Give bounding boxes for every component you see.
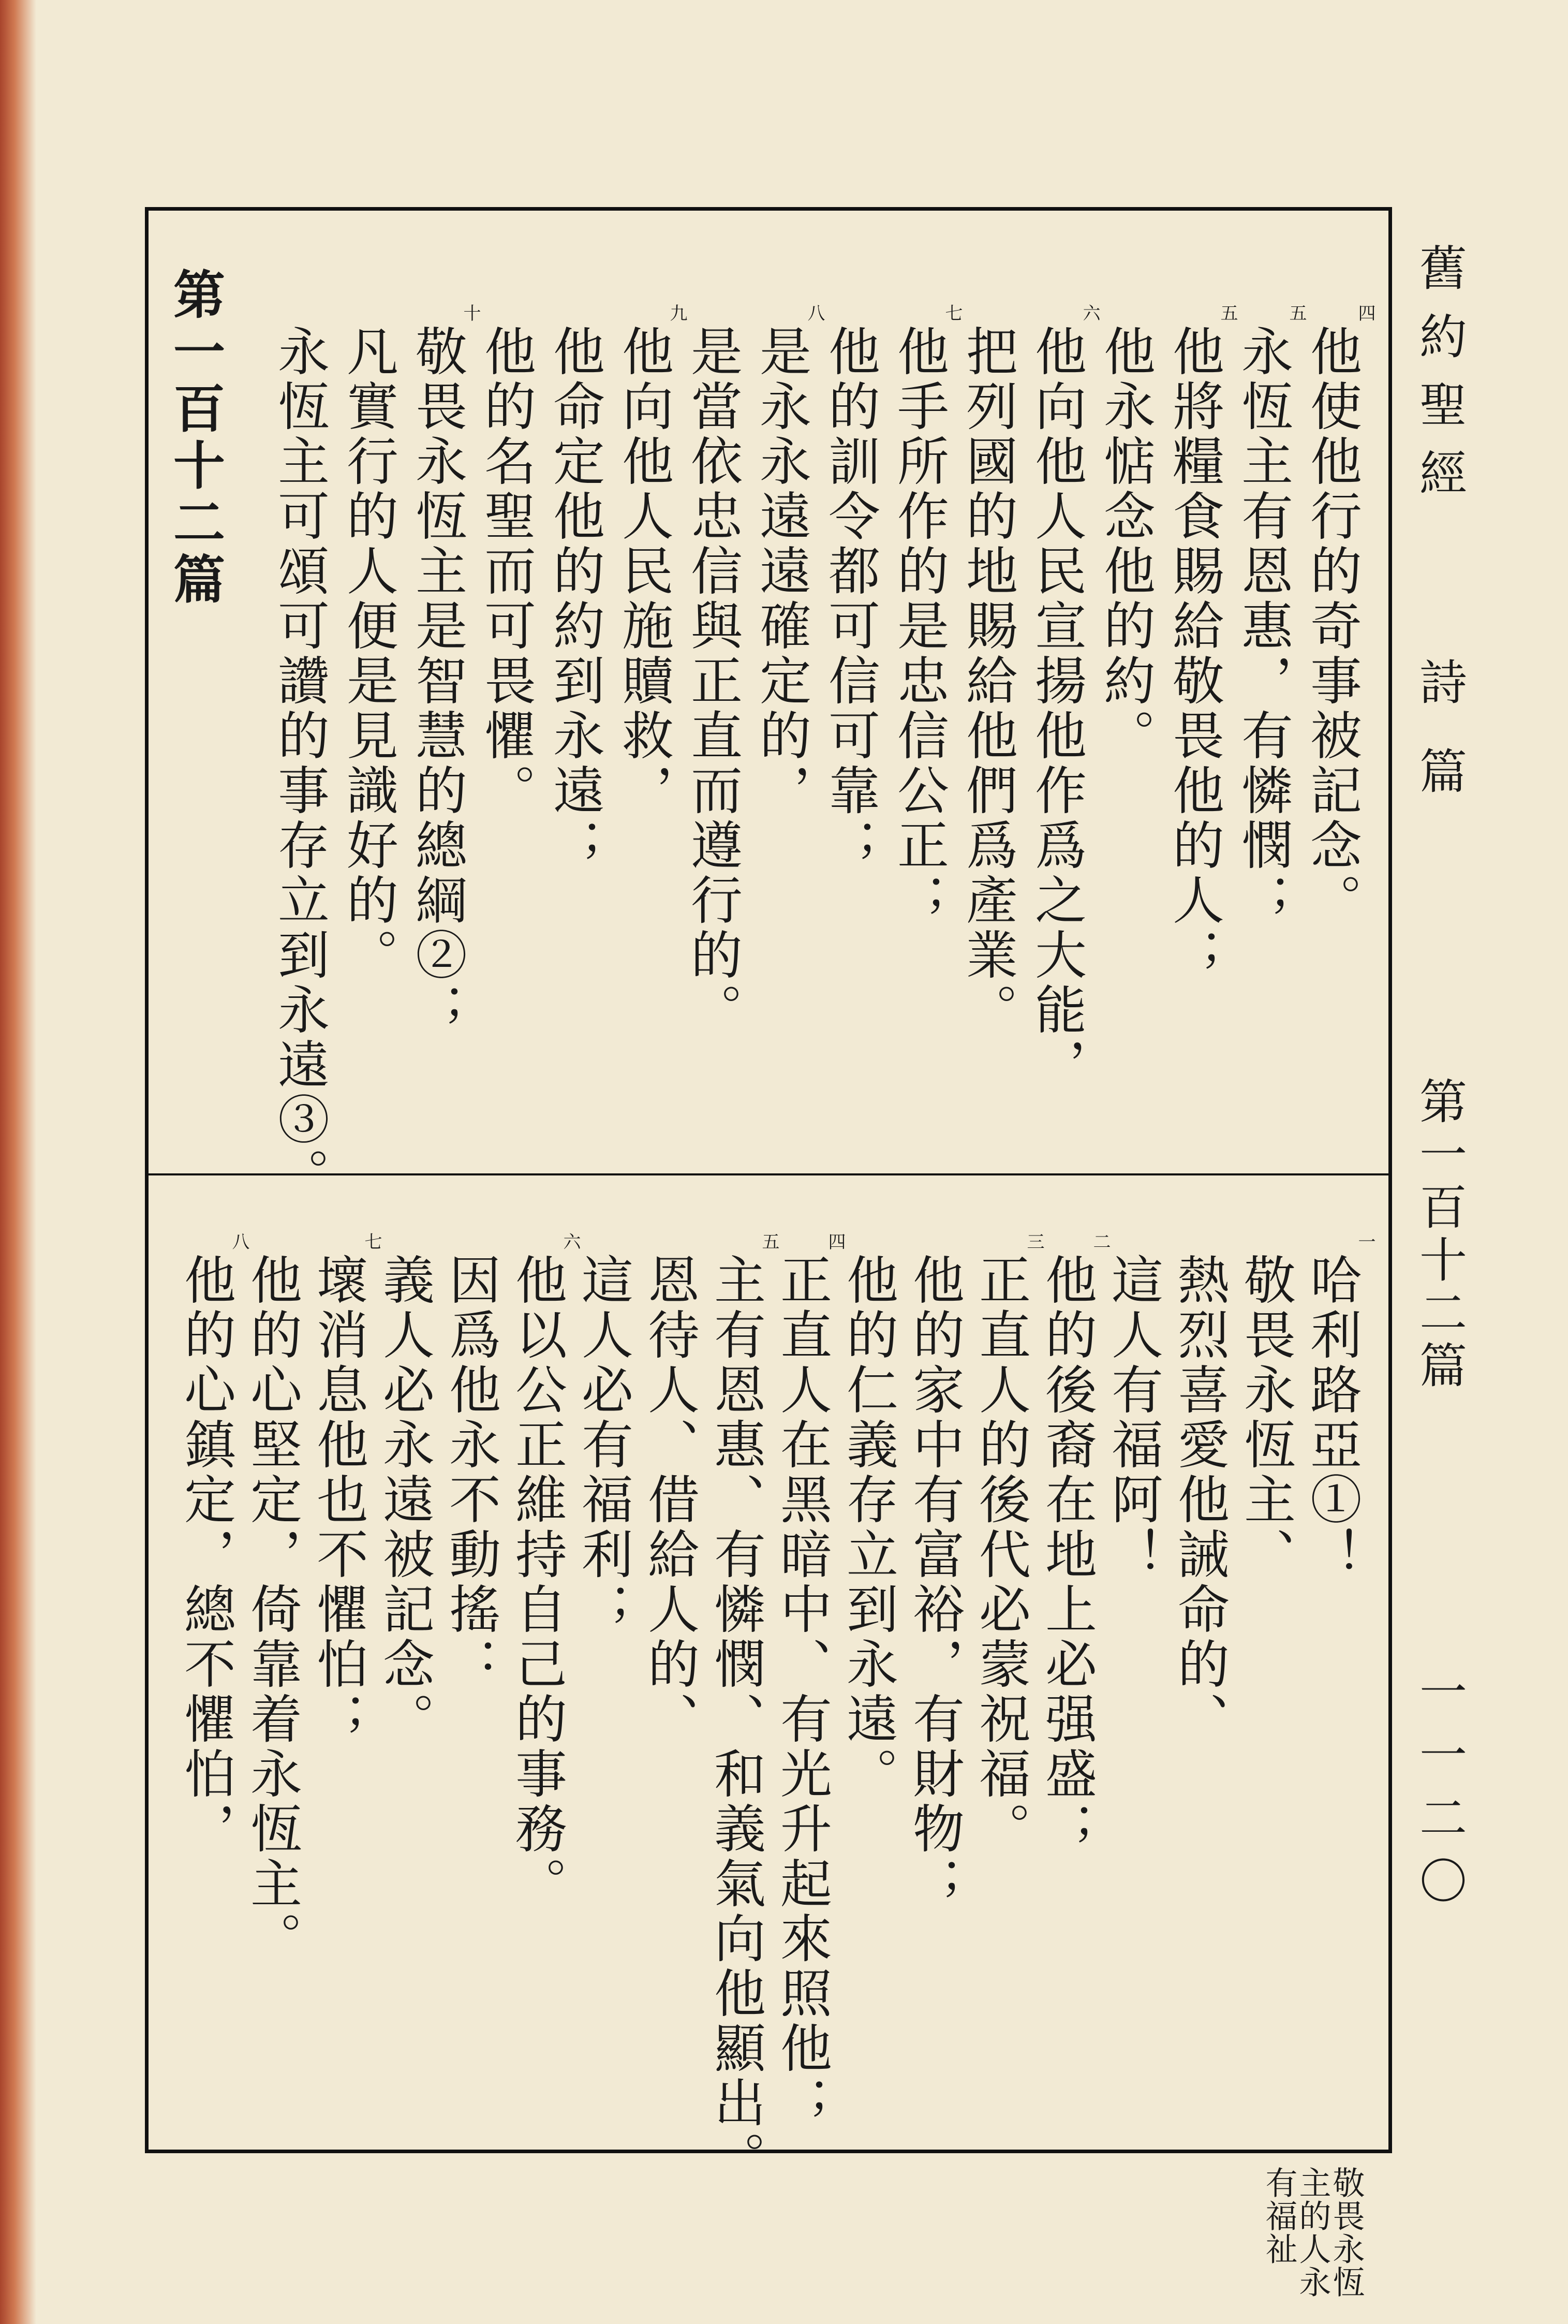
book-title: 舊約聖經	[1412, 243, 1467, 517]
verse-line: 這人必有福利；	[573, 1253, 633, 1637]
verse-line: 壞消息他也不懼怕；	[308, 1253, 368, 1747]
verse-line: 他使他行的奇事被記念。	[1301, 325, 1362, 928]
margin-note-col3: 有福祉	[1260, 2166, 1298, 2266]
verse-line: 他命定他的約到永遠；	[544, 325, 605, 873]
verse-line: 義人必永遠被記念。	[374, 1253, 435, 1747]
verse-line: 他向他人民宣揚他作爲之大能，	[1026, 325, 1087, 1093]
verse-number: 七	[361, 1232, 382, 1250]
verse-line: 敬畏永恆主是智慧的總綱②；	[407, 325, 467, 1038]
verse-line: 他將糧食賜給敬畏他的人；	[1164, 325, 1224, 983]
verse-line: 他的後裔在地上必强盛；	[1037, 1253, 1097, 1857]
verse-number: 八	[229, 1232, 249, 1250]
text-frame	[145, 207, 1392, 2186]
verse-line: 是當依忠信與正直而遵行的。	[682, 325, 743, 1038]
next-psalm-title: 第一百十二篇	[165, 268, 226, 609]
verse-line: 熱烈喜愛他誡命的、	[1169, 1253, 1230, 1747]
verse-number: 六	[1079, 304, 1100, 321]
verse-line: 正直人的後代必蒙祝福。	[970, 1253, 1031, 1857]
verse-line: 他的心鎮定，總不懼怕，	[175, 1253, 236, 1857]
top-panel	[149, 211, 1388, 1202]
verse-line: 凡實行的人便是見識好的。	[338, 325, 398, 983]
verse-number: 四	[1355, 304, 1375, 321]
verse-line: 他永惦念他的約。	[1095, 325, 1156, 763]
bottom-panel	[149, 1175, 1388, 2186]
page-edge-stain	[0, 0, 36, 2324]
verse-line: 永恆主有恩惠，有憐憫；	[1233, 325, 1293, 928]
verse-line: 正直人在黑暗中、有光升起來照他；	[772, 1253, 832, 2131]
verse-line: 他的家中有富裕，有財物；	[904, 1253, 965, 1911]
page-number: 一一二〇	[1412, 1667, 1467, 1919]
verse-line: 永恆主可頌可讚的事存立到永遠③。	[269, 325, 330, 1202]
verse-number: 六	[560, 1232, 581, 1250]
verse-line: 他的仁義存立到永遠。	[838, 1253, 898, 1802]
verse-line: 這人有福阿！	[1103, 1253, 1163, 1582]
verse-line: 他手所作的是忠信公正；	[889, 325, 949, 928]
verse-number: 三	[1024, 1232, 1044, 1250]
verse-number: 五	[759, 1232, 779, 1250]
psalm-heading: 第一百十二篇	[1412, 1077, 1467, 1393]
verse-line: 主有恩惠、有憐憫、和義氣向他顯出。	[705, 1253, 766, 2186]
margin-note-col2: 主的人永	[1294, 2166, 1332, 2299]
verse-line: 敬畏永恆主、	[1235, 1253, 1296, 1582]
verse-line: 恩待人、借給人的、	[639, 1253, 700, 1747]
verse-line: 他的心堅定，倚靠着永恆主。	[242, 1253, 302, 1966]
verse-line: 是永永遠遠確定的，	[751, 325, 811, 818]
verse-number: 四	[825, 1232, 846, 1250]
verse-number: 一	[1355, 1232, 1375, 1250]
verse-number: 十	[460, 304, 481, 321]
verse-number: 二	[1090, 1232, 1111, 1250]
verse-line: 因爲他永不動搖：	[440, 1253, 501, 1692]
verse-number: 五	[1286, 304, 1307, 321]
verse-line: 他以公正維持自己的事務。	[507, 1253, 567, 1911]
margin-note-col1: 敬畏永恆	[1327, 2166, 1365, 2299]
verse-number: 八	[804, 304, 825, 321]
verse-number: 五	[1217, 304, 1238, 321]
section-title: 詩篇	[1412, 657, 1467, 835]
verse-number: 九	[667, 304, 687, 321]
verse-line: 他的名聖而可畏懼。	[476, 325, 536, 818]
verse-line: 哈利路亞①！	[1301, 1253, 1362, 1582]
verse-number: 七	[942, 304, 963, 321]
verse-line: 他的訓令都可信可靠；	[820, 325, 880, 873]
verse-line: 他向他人民施贖救，	[613, 325, 674, 818]
verse-line: 把列國的地賜給他們爲產業。	[957, 325, 1018, 1038]
